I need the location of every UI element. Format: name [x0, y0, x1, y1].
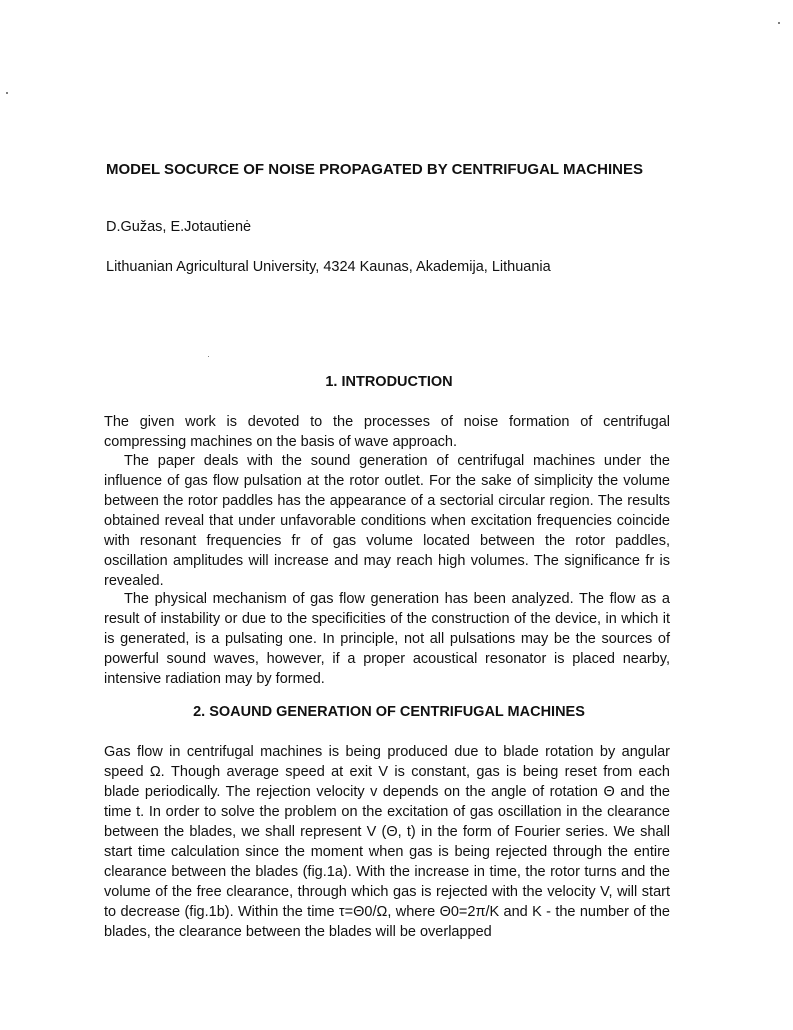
scan-speck [778, 22, 780, 24]
intro-paragraph-2: The paper deals with the sound generation of centrifugal machines under the influence of gas flow pulsation at the rotor outlet. For the sake of simplicity the volume between the rotor paddles has the appearance of a sectorial circular region. The results obtained reveal that under unfavorable conditions when excitation frequencies coincide with resonant frequencies fr of gas volume located between the rotor paddles, oscillation amplitudes will increase and may reach high volumes. The significance fr is revealed. [104, 453, 670, 589]
paper-title: MODEL SOCURCE OF NOISE PROPAGATED BY CENTRIFUGAL MACHINES [106, 161, 643, 178]
section-heading-sound-generation: 2. SOAUND GENERATION OF CENTRIFUGAL MACHINES [193, 704, 585, 720]
section-heading-introduction: 1. INTRODUCTION [325, 374, 453, 390]
intro-paragraph-3: The physical mechanism of gas flow generation has been analyzed. The flow as a result of instability or due to the specificities of the construction of the device, in which it is generated, is a pulsating one. In principle, not all pulsations may be the sources of powerful sound waves, however, if a proper acoustical resonator is placed nearby, intensive radiation may by formed. [104, 591, 670, 687]
scan-speck [6, 92, 8, 94]
authors: D.Gužas, E.Jotautienė [106, 219, 252, 235]
scan-speck [208, 356, 209, 357]
section2-paragraph-1: Gas flow in centrifugal machines is being produced due to blade rotation by angular speed Ω. Though average speed at exit V is constant, gas is being reset from each blade periodically. The rejection velocity v depends on the angle of rotation Θ and the time t. In order to solve the problem on the excitation of gas oscillation in the clearance between the blades, we shall represent V (Θ, t) in the form of Fourier series. We shall start time calculation since the moment when gas is being rejected through the entire clearance between the blades (fig.1a). With the increase in time, the rotor turns and the volume of the free clearance, through which gas is rejected with the velocity V, will start to decrease (fig.1b). Within the time τ=Θ0/Ω, where Θ0=2π/K and K - the number of the blades, the clearance between the blades will be overlapped [104, 744, 670, 940]
affiliation: Lithuanian Agricultural University, 4324 Kaunas, Akademija, Lithuania [106, 259, 551, 275]
intro-paragraph-1: The given work is devoted to the processes of noise formation of centrifugal compressing machines on the basis of wave approach. [104, 414, 670, 450]
